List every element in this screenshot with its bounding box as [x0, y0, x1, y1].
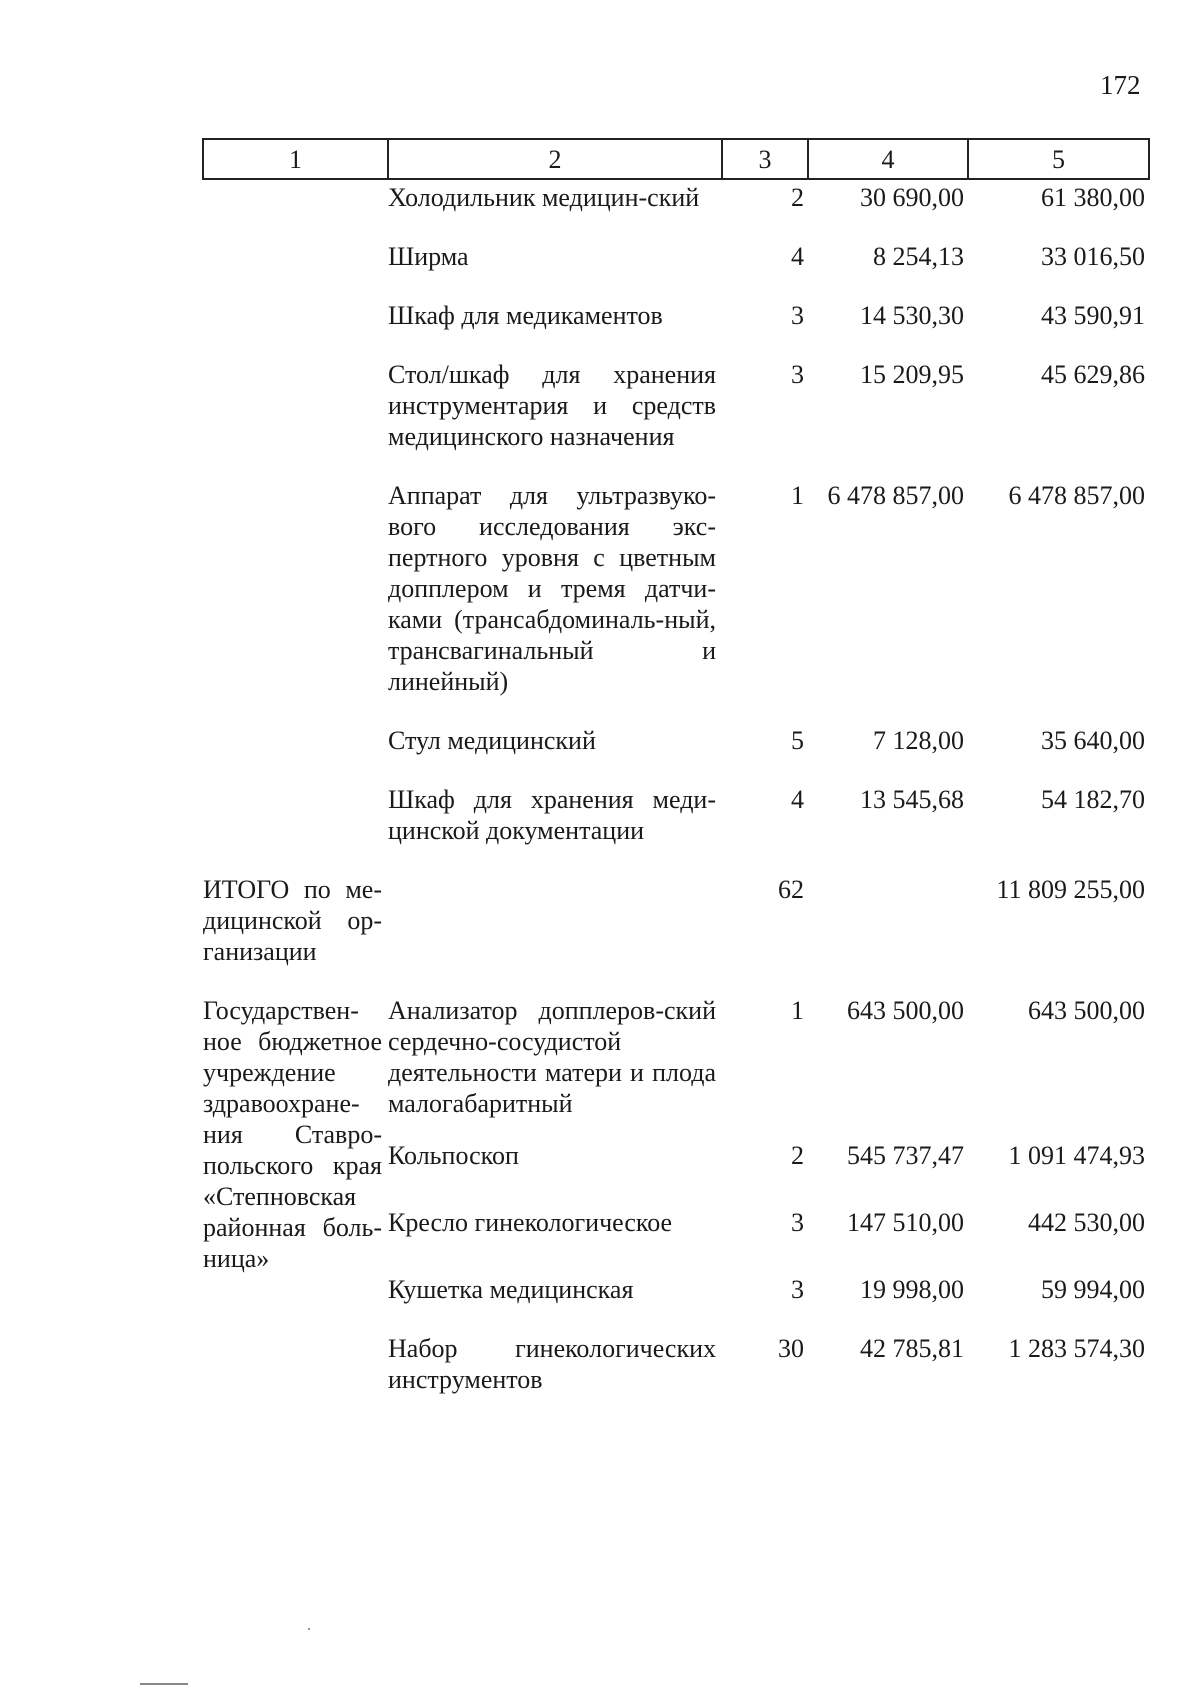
- item-price: [808, 874, 968, 995]
- org-cell: [203, 725, 388, 784]
- item-name: Набор гинекологических инструментов: [388, 1334, 716, 1394]
- item-price: 545 737,47: [847, 1141, 964, 1171]
- item-total: 1 283 574,30: [1008, 1334, 1145, 1363]
- item-name: Анализатор допплеров-ский сердечно-сосудистой деятельности матери и плода малогабаритный: [388, 996, 716, 1118]
- item-price: 643 500,00: [847, 996, 964, 1025]
- table-row: [203, 1274, 1149, 1333]
- item-qty: 3: [791, 1208, 804, 1238]
- org-cell: [203, 300, 388, 359]
- total-sum: 11 809 255,00: [996, 875, 1145, 904]
- footer-rule: [140, 1683, 188, 1685]
- item-qty: 3: [791, 360, 804, 389]
- org-cell: [203, 241, 388, 300]
- item-name: Шкаф для медикаментов: [388, 301, 663, 330]
- item-qty: 30: [778, 1334, 804, 1363]
- item-qty: 3: [791, 301, 804, 330]
- header-col-2: 2: [388, 139, 722, 179]
- item-qty: 2: [791, 183, 804, 212]
- item-total: 45 629,86: [1041, 360, 1145, 389]
- item-qty: 3: [791, 1275, 804, 1304]
- item-price: 30 690,00: [860, 183, 964, 212]
- item-total: 59 994,00: [1041, 1275, 1145, 1304]
- table-header: [203, 139, 1149, 179]
- table-row: [203, 480, 1149, 725]
- item-name: Шкаф для хранения меди-цинской документации: [388, 785, 716, 845]
- item-qty: 5: [791, 726, 804, 755]
- item-total: 6 478 857,00: [1008, 481, 1145, 510]
- item-qty: 1: [791, 481, 804, 510]
- table-body: [203, 179, 1149, 1423]
- item-name: Холодильник медицин-ский: [388, 183, 700, 212]
- item-total: 1 091 474,93: [1008, 1141, 1145, 1171]
- table-row: [203, 1333, 1149, 1423]
- item-name: [388, 874, 722, 995]
- item-name: Кресло гинекологическое: [388, 1208, 673, 1238]
- item-total: 442 530,00: [1028, 1208, 1145, 1238]
- item-price: 19 998,00: [860, 1275, 964, 1304]
- item-total: 43 590,91: [1041, 301, 1145, 330]
- page-number: 172: [1100, 70, 1141, 100]
- table-row: [203, 725, 1149, 784]
- total-row: [203, 874, 1149, 995]
- item-price: 13 545,68: [860, 785, 964, 814]
- item-total: 61 380,00: [1041, 183, 1145, 212]
- scan-speck: [308, 1628, 310, 1630]
- equipment-table: [202, 138, 1150, 1423]
- header-col-4: 4: [808, 139, 968, 179]
- item-price: 8 254,13: [873, 242, 964, 271]
- item-total: 54 182,70: [1041, 785, 1145, 814]
- item-qty: 4: [791, 785, 804, 814]
- item-price: 7 128,00: [873, 726, 964, 755]
- table-row: [203, 359, 1149, 480]
- header-col-3: 3: [722, 139, 808, 179]
- org-cell-empty: [203, 1333, 388, 1423]
- org-cell: [203, 784, 388, 874]
- org-name: Государствен-ное бюджетное учреждение здравоохране-ния Ставро-польского края «Степновская районная боль-ница»: [203, 996, 382, 1273]
- org-cell: [203, 179, 388, 241]
- table-row: [203, 995, 1149, 1135]
- item-qty: 4: [791, 242, 804, 271]
- table-row: [203, 300, 1149, 359]
- item-total: 35 640,00: [1041, 726, 1145, 755]
- item-price: 147 510,00: [847, 1208, 964, 1238]
- item-price: 14 530,30: [860, 301, 964, 330]
- org-cell-empty: [203, 1274, 388, 1333]
- item-name: Стол/шкаф для хранения инструментария и средств медицинского назначения: [388, 360, 716, 451]
- item-name: Аппарат для ультразвуко-вого исследования экс-пертного уровня с цветным допплером и тремя датчи-ками (трансабдоминаль-ный, трансвагинальный и линейный): [388, 481, 716, 696]
- item-price: 42 785,81: [860, 1334, 964, 1363]
- table-row: [203, 241, 1149, 300]
- header-col-5: 5: [968, 139, 1149, 179]
- org-cell: [203, 480, 388, 725]
- item-total: 33 016,50: [1041, 242, 1145, 271]
- item-total: 643 500,00: [1028, 996, 1145, 1025]
- item-name: Кушетка медицинская: [388, 1275, 634, 1304]
- total-label: ИТОГО по ме-дицинской ор-ганизации: [203, 875, 382, 966]
- item-price: 6 478 857,00: [827, 481, 964, 510]
- item-qty: 2: [791, 1141, 804, 1171]
- header-col-1: 1: [203, 139, 388, 179]
- item-price: 15 209,95: [860, 360, 964, 389]
- item-qty: 1: [791, 996, 804, 1025]
- org-cell: [203, 359, 388, 480]
- item-name: Ширма: [388, 242, 469, 271]
- table-row: [203, 784, 1149, 874]
- item-name: Кольпоскоп: [388, 1141, 519, 1171]
- item-name: Стул медицинский: [388, 726, 596, 755]
- table-row: [203, 179, 1149, 241]
- total-qty: 62: [778, 875, 804, 904]
